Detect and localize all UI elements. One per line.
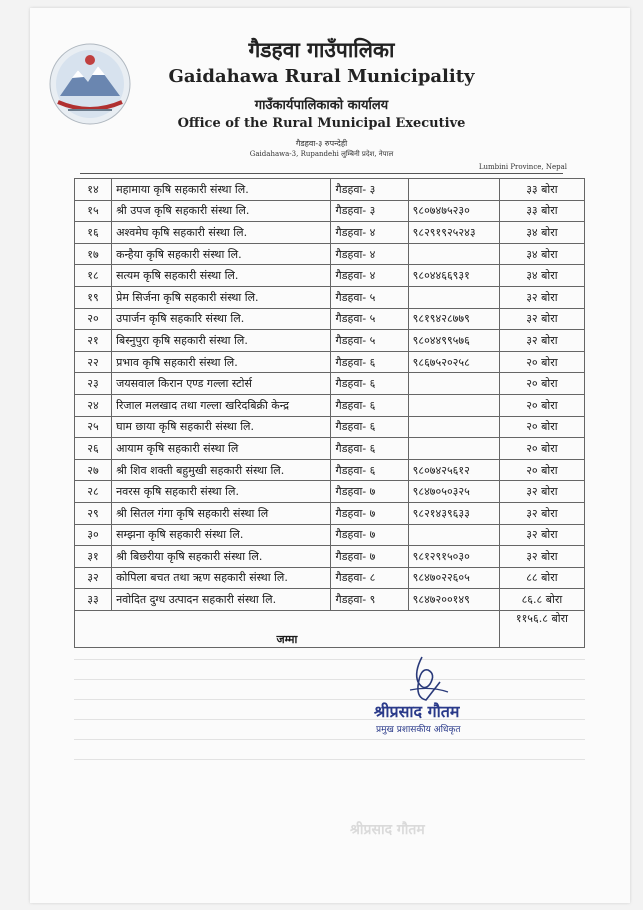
ward-cell: गैडहवा- ७ bbox=[331, 524, 408, 546]
phone-cell: ९८४७२००१४९ bbox=[408, 589, 499, 611]
phone-cell: ९८०४४६६९३१ bbox=[408, 265, 499, 287]
serial-number-cell: २१ bbox=[75, 330, 112, 352]
table-row bbox=[75, 222, 585, 244]
phone-cell bbox=[408, 286, 499, 308]
organization-name-cell: प्रभाव कृषि सहकारी संस्था लि. bbox=[112, 351, 331, 373]
serial-number-cell: २७ bbox=[75, 459, 112, 481]
table-row bbox=[75, 351, 585, 373]
ward-cell: गैडहवा- ९ bbox=[331, 589, 408, 611]
organization-name-cell: महामाया कृषि सहकारी संस्था लि. bbox=[112, 179, 331, 201]
organization-name-cell: आयाम कृषि सहकारी संस्था लि bbox=[112, 438, 331, 460]
organization-name-cell: सत्यम कृषि सहकारी संस्था लि. bbox=[112, 265, 331, 287]
table-row bbox=[75, 243, 585, 265]
table-row bbox=[75, 438, 585, 460]
organization-name-cell: घाम छाया कृषि सहकारी संस्था लि. bbox=[112, 416, 331, 438]
phone-cell: ९८४७०५०३२५ bbox=[408, 481, 499, 503]
organization-name-cell: रिजाल मलखाद तथा गल्ला खरिदबिक्री केन्द्र bbox=[112, 394, 331, 416]
quantity-cell: ३२ बोरा bbox=[499, 502, 584, 524]
province-label: Lumbini Province, Nepal bbox=[478, 163, 567, 171]
ward-cell: गैडहवा- ४ bbox=[331, 265, 408, 287]
phone-cell bbox=[408, 243, 499, 265]
phone-cell bbox=[408, 416, 499, 438]
ward-cell: गैडहवा- ६ bbox=[331, 351, 408, 373]
table-row bbox=[75, 179, 585, 201]
ward-cell: गैडहवा- ४ bbox=[331, 222, 408, 244]
municipality-title-np: गैडहवा गाउँपालिका bbox=[248, 37, 395, 62]
table-row bbox=[75, 502, 585, 524]
address-np: गैडहवा-३ रुपन्देही bbox=[295, 139, 348, 148]
table-row bbox=[75, 200, 585, 222]
phone-cell bbox=[408, 394, 499, 416]
ward-cell: गैडहवा- ८ bbox=[331, 567, 408, 589]
quantity-cell: ३२ बोरा bbox=[499, 308, 584, 330]
quantity-cell: २० बोरा bbox=[499, 351, 584, 373]
serial-number-cell: १७ bbox=[75, 243, 112, 265]
ward-cell: गैडहवा- ७ bbox=[331, 481, 408, 503]
serial-number-cell: ३० bbox=[75, 524, 112, 546]
ward-cell: गैडहवा- ७ bbox=[331, 502, 408, 524]
serial-number-cell: २५ bbox=[75, 416, 112, 438]
serial-number-cell: २३ bbox=[75, 373, 112, 395]
serial-number-cell: २० bbox=[75, 308, 112, 330]
organization-name-cell: नवरस कृषि सहकारी संस्था लि. bbox=[112, 481, 331, 503]
distribution-table bbox=[74, 178, 585, 648]
organization-name-cell: उपार्जन कृषि सहकारि संस्था लि. bbox=[112, 308, 331, 330]
serial-number-cell: १८ bbox=[75, 265, 112, 287]
organization-name-cell: अश्वमेघ कृषि सहकारी संस्था लि. bbox=[112, 222, 331, 244]
phone-cell: ९८१२९१५०३० bbox=[408, 546, 499, 568]
phone-cell: ९८२९१९२५२४३ bbox=[408, 222, 499, 244]
quantity-cell: ३२ बोरा bbox=[499, 524, 584, 546]
table-row bbox=[75, 459, 585, 481]
ward-cell: गैडहवा- ६ bbox=[331, 459, 408, 481]
phone-cell: ९८१९४२८७७९ bbox=[408, 308, 499, 330]
quantity-cell: २० बोरा bbox=[499, 373, 584, 395]
table-row bbox=[75, 308, 585, 330]
quantity-cell: ३२ बोरा bbox=[499, 546, 584, 568]
table-row bbox=[75, 373, 585, 395]
table-row bbox=[75, 265, 585, 287]
phone-cell bbox=[408, 524, 499, 546]
quantity-cell: २० बोरा bbox=[499, 394, 584, 416]
ward-cell: गैडहवा- ३ bbox=[331, 179, 408, 201]
table-row bbox=[75, 546, 585, 568]
handwritten-signature bbox=[400, 652, 460, 707]
office-title-np: गाउँकार्यपालिकाको कार्यालय bbox=[254, 98, 389, 113]
table-row bbox=[75, 286, 585, 308]
phone-cell: ९८२१४३९६३३ bbox=[408, 502, 499, 524]
ward-cell: गैडहवा- ७ bbox=[331, 546, 408, 568]
serial-number-cell: ३३ bbox=[75, 589, 112, 611]
serial-number-cell: १५ bbox=[75, 200, 112, 222]
organization-name-cell: कोपिला बचत तथा ऋण सहकारी संस्था लि. bbox=[112, 567, 331, 589]
quantity-cell: ३४ बोरा bbox=[499, 222, 584, 244]
quantity-cell: ३४ बोरा bbox=[499, 243, 584, 265]
serial-number-cell: ३१ bbox=[75, 546, 112, 568]
organization-name-cell: श्री बिछरीया कृषि सहकारी संस्था लि. bbox=[112, 546, 331, 568]
ward-cell: गैडहवा- ३ bbox=[331, 200, 408, 222]
quantity-cell: ३२ बोरा bbox=[499, 286, 584, 308]
organization-name-cell: श्री सितल गंगा कृषि सहकारी संस्था लि bbox=[112, 502, 331, 524]
organization-name-cell: बिस्नुपुरा कृषि सहकारी संस्था लि. bbox=[112, 330, 331, 352]
total-label: जम्मा bbox=[75, 610, 500, 647]
table-row bbox=[75, 589, 585, 611]
total-value: ११५६.८ बोरा bbox=[499, 610, 584, 647]
serial-number-cell: २६ bbox=[75, 438, 112, 460]
organization-name-cell: नवोदित दुग्ध उत्पादन सहकारी संस्था लि. bbox=[112, 589, 331, 611]
serial-number-cell: २८ bbox=[75, 481, 112, 503]
quantity-cell: २० बोरा bbox=[499, 416, 584, 438]
municipality-title-en: Gaidahawa Rural Municipality bbox=[168, 66, 475, 87]
phone-cell: ९८०७४२५६१२ bbox=[408, 459, 499, 481]
office-title-en: Office of the Rural Municipal Executive bbox=[177, 116, 466, 131]
phone-cell: ९८६७५२०२५८ bbox=[408, 351, 499, 373]
organization-name-cell: सम्झना कृषि सहकारी संस्था लि. bbox=[112, 524, 331, 546]
quantity-cell: ३३ बोरा bbox=[499, 200, 584, 222]
ward-cell: गैडहवा- ४ bbox=[331, 243, 408, 265]
serial-number-cell: १९ bbox=[75, 286, 112, 308]
serial-number-cell: २४ bbox=[75, 394, 112, 416]
faded-stamp-impression: श्रीप्रसाद गौतम bbox=[350, 822, 425, 838]
serial-number-cell: २२ bbox=[75, 351, 112, 373]
ward-cell: गैडहवा- ६ bbox=[331, 373, 408, 395]
phone-cell: ९८४७०२२६०५ bbox=[408, 567, 499, 589]
quantity-cell: ३२ बोरा bbox=[499, 481, 584, 503]
quantity-cell: ८८ बोरा bbox=[499, 567, 584, 589]
ward-cell: गैडहवा- ५ bbox=[331, 286, 408, 308]
header-divider bbox=[80, 173, 563, 174]
table-row bbox=[75, 524, 585, 546]
quantity-cell: ३३ बोरा bbox=[499, 179, 584, 201]
serial-number-cell: ३२ bbox=[75, 567, 112, 589]
quantity-cell: ३४ बोरा bbox=[499, 265, 584, 287]
serial-number-cell: १४ bbox=[75, 179, 112, 201]
phone-cell: ९८०४४९९५७६ bbox=[408, 330, 499, 352]
organization-name-cell: श्री उपज कृषि सहकारी संस्था लि. bbox=[112, 200, 331, 222]
ward-cell: गैडहवा- ६ bbox=[331, 394, 408, 416]
quantity-cell: ३२ बोरा bbox=[499, 330, 584, 352]
address-line: Gaidahawa-3, Rupandehi लुम्बिनी प्रदेश, नेपाल bbox=[249, 150, 394, 158]
table-row bbox=[75, 481, 585, 503]
officer-title-stamp: प्रमुख प्रशासकीय अधिकृत bbox=[376, 725, 461, 735]
table-row bbox=[75, 394, 585, 416]
table-row bbox=[75, 330, 585, 352]
organization-name-cell: प्रेम सिर्जना कृषि सहकारी संस्था लि. bbox=[112, 286, 331, 308]
ward-cell: गैडहवा- ५ bbox=[331, 308, 408, 330]
bleed-through-lines bbox=[74, 640, 585, 760]
phone-cell bbox=[408, 373, 499, 395]
serial-number-cell: १६ bbox=[75, 222, 112, 244]
phone-cell bbox=[408, 179, 499, 201]
officer-name-stamp: श्रीप्रसाद गौतम bbox=[374, 702, 460, 721]
organization-name-cell: कन्हैया कृषि सहकारी संस्था लि. bbox=[112, 243, 331, 265]
phone-cell bbox=[408, 438, 499, 460]
table-row bbox=[75, 416, 585, 438]
organization-name-cell: श्री शिव शक्ती बहुमुखी सहकारी संस्था लि. bbox=[112, 459, 331, 481]
ward-cell: गैडहवा- ६ bbox=[331, 416, 408, 438]
quantity-cell: २० बोरा bbox=[499, 438, 584, 460]
quantity-cell: २० बोरा bbox=[499, 459, 584, 481]
serial-number-cell: २९ bbox=[75, 502, 112, 524]
quantity-cell: ८६.८ बोरा bbox=[499, 589, 584, 611]
ward-cell: गैडहवा- ५ bbox=[331, 330, 408, 352]
organization-name-cell: जयसवाल किरान एण्ड गल्ला स्टोर्स bbox=[112, 373, 331, 395]
ward-cell: गैडहवा- ६ bbox=[331, 438, 408, 460]
table-row bbox=[75, 567, 585, 589]
phone-cell: ९८०७४७५२३० bbox=[408, 200, 499, 222]
